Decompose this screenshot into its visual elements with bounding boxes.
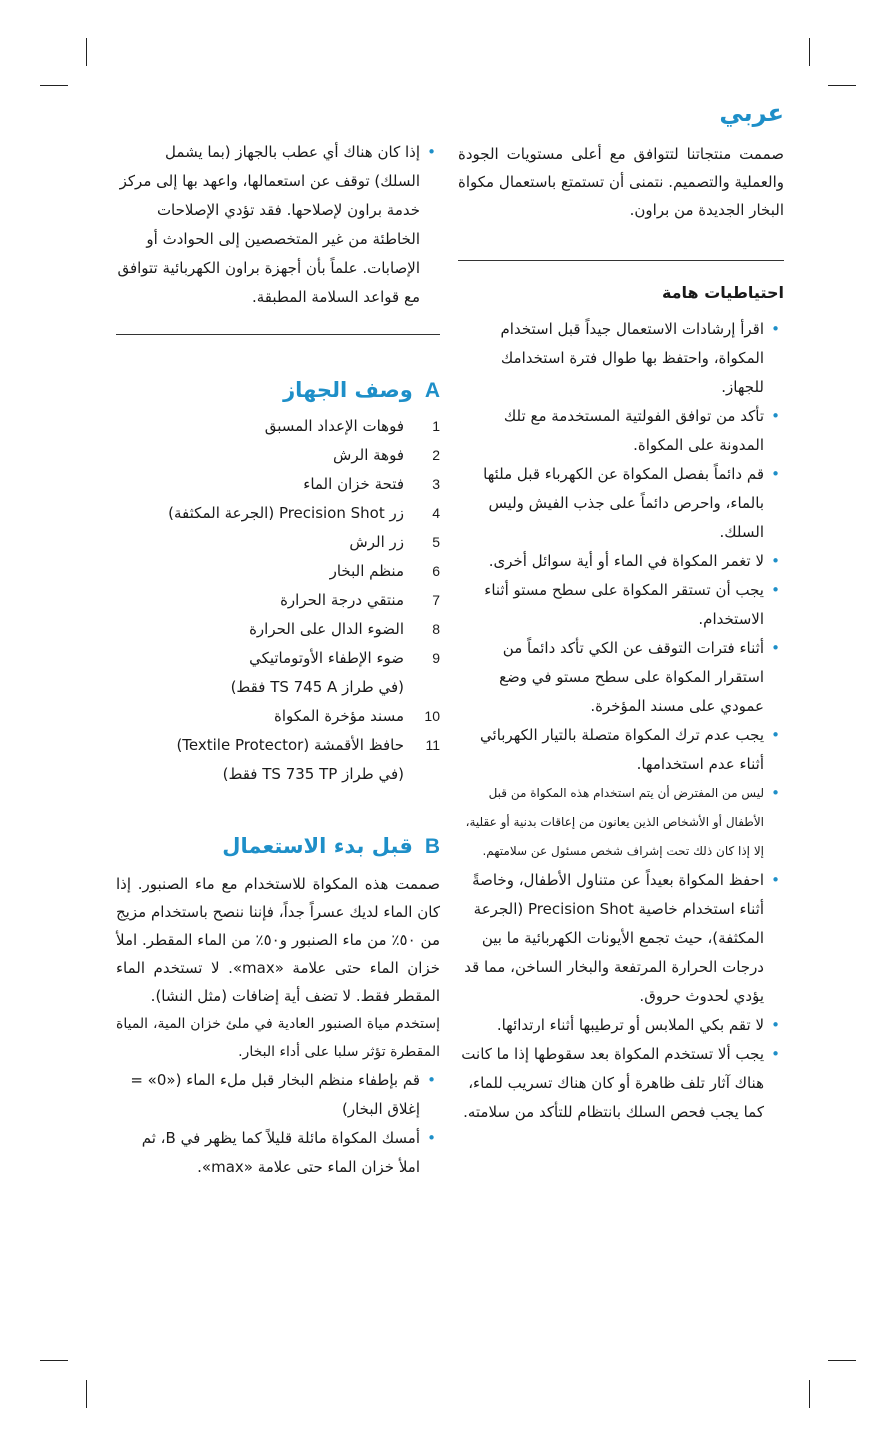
list-item: 4 زر Precision Shot (الجرعة المكثفة) bbox=[168, 504, 440, 522]
crop-mark bbox=[809, 38, 810, 66]
section-divider bbox=[116, 334, 440, 335]
list-item: • يجب أن تستقر المكواة على سطح مستو أثناء الاستخدام. bbox=[484, 581, 780, 628]
crop-mark bbox=[809, 1380, 810, 1408]
section-title: وصف الجهاز bbox=[283, 378, 413, 402]
list-item: 3 فتحة خزان الماء bbox=[303, 475, 440, 493]
list-item: • تأكد من توافق الفولتية المستخدمة مع تلك المدونة على المكواة. bbox=[503, 407, 780, 454]
crop-mark bbox=[86, 38, 87, 66]
section-letter: B bbox=[424, 835, 440, 858]
precautions-list bbox=[458, 315, 784, 1127]
list-item: 7 منتقي درجة الحرارة bbox=[280, 591, 440, 609]
parts-list bbox=[116, 412, 440, 789]
crop-mark bbox=[86, 1380, 87, 1408]
list-item: • يجب ألا تستخدم المكواة بعد سقوطها إذا ما كانت هناك آثار تلف ظاهرة أو كان هناك تسريب للماء، كما يجب فحص السلك بانتظام للتأكد من سلامته. bbox=[461, 1045, 780, 1121]
damage-warning-list bbox=[116, 138, 440, 312]
list-item: • أثناء فترات التوقف عن الكي تأكد دائماً من استقرار المكواة على سطح مستو في وضع عمودي على مسند المؤخرة. bbox=[499, 639, 780, 715]
list-item: • اقرأ إرشادات الاستعمال جيداً قبل استخدام المكواة، واحتفظ بها طوال فترة استخدامك للجهاز. bbox=[500, 320, 780, 396]
list-item: • أمسك المكواة مائلة قليلاً كما يظهر في B، ثم املأ خزان الماء حتى علامة «max». bbox=[141, 1129, 436, 1176]
list-item: • لا تغمر المكواة في الماء أو أية سوائل أخرى. bbox=[488, 552, 780, 570]
list-item: • ليس من المفترض أن يتم استخدام هذه المكواة من قبل الأطفال أو الأشخاص الذين يعانون من إعاقات بدنية أو عقلية، إلا إذا كان ذلك تحت إشراف شخص مسئول عن سلامتهم. bbox=[465, 784, 780, 858]
crop-mark bbox=[40, 1360, 68, 1361]
list-item: 1 فوهات الإعداد المسبق bbox=[264, 417, 440, 435]
right-column bbox=[458, 96, 784, 1127]
list-item: • قم دائماً بفصل المكواة عن الكهرباء قبل ملئها بالماء، واحرص دائماً على جذب الفيش وليس السلك. bbox=[483, 465, 780, 541]
left-column bbox=[116, 138, 440, 1182]
water-paragraph: صممت هذه المكواة للاستخدام مع ماء الصنبور. إذا كان الماء لديك عسراً جداً، فإننا ننصح باستخدام مزيج من ٥٠٪ من ماء الصنبور و٥٠٪ من الماء المقطر. املأ خزان الماء حتى علامة «max». لا تستخدم الماء المقطر فقط. لا تضف أية إضافات (مثل النشا). bbox=[116, 875, 440, 1005]
language-title: عربي bbox=[719, 99, 784, 127]
list-item: • لا تقم بكي الملابس أو ترطيبها أثناء ارتدائها. bbox=[496, 1016, 780, 1034]
model-note: (في طراز TS 745 A فقط) bbox=[230, 678, 404, 696]
list-item: 9 ضوء الإطفاء الأوتوماتيكي (في طراز TS 745 A فقط) bbox=[116, 644, 440, 702]
list-item: 5 زر الرش bbox=[349, 533, 440, 551]
model-note: (في طراز TS 735 TP فقط) bbox=[222, 765, 404, 783]
section-b-heading bbox=[116, 831, 440, 862]
section-divider bbox=[458, 260, 784, 261]
list-item: 11 حافظ الأقمشة (Textile Protector) (في طراز TS 735 TP فقط) bbox=[116, 731, 440, 789]
list-item: 2 فوهة الرش bbox=[333, 446, 440, 464]
precautions-heading: احتياطيات هامة bbox=[661, 283, 784, 302]
crop-mark bbox=[40, 85, 68, 86]
section-title: قبل بدء الاستعمال bbox=[222, 834, 413, 858]
list-item: 6 منظم البخار bbox=[329, 562, 440, 580]
crop-mark bbox=[828, 1360, 856, 1361]
list-item: • احفظ المكواة بعيداً عن متناول الأطفال، وخاصةً أثناء استخدام خاصية Precision Shot (الجرعة المكثفة)، حيث تجمع الأيونات الكهربائية ما بين درجات الحرارة المرتفعة والبخار الساخن، مما قد يؤدي لحدوث حروق. bbox=[464, 871, 780, 1005]
list-item: • إذا كان هناك أي عطب بالجهاز (بما يشمل السلك) توقف عن استعمالها، واعهد بها إلى مركز خدمة براون لإصلاحها. فقد تؤدي الإصلاحات الخاطئة من غير المتخصصين إلى الحوادث أو الإصابات. علماً بأن أجهزة براون الكهربائية تتوافق مع قواعد السلامة المطبقة. bbox=[117, 143, 436, 306]
list-item: 8 الضوء الدال على الحرارة bbox=[249, 620, 440, 638]
intro-paragraph: صممت منتجاتنا لتتوافق مع أعلى مستويات الجودة والعملية والتصميم. نتمنى أن تستمتع باستعمال مكواة البخار الجديدة من براون. bbox=[458, 145, 784, 219]
section-a-heading bbox=[116, 375, 440, 406]
crop-mark bbox=[828, 85, 856, 86]
list-item: • يجب عدم ترك المكواة متصلة بالتيار الكهربائي أثناء عدم استخدامها. bbox=[480, 726, 780, 773]
filling-steps-list bbox=[116, 1066, 440, 1182]
section-letter: A bbox=[424, 379, 440, 402]
list-item: 10 مسند مؤخرة المكواة bbox=[273, 707, 440, 725]
list-item: • قم بإطفاء منظم البخار قبل ملء الماء («0» = إغلاق البخار) bbox=[130, 1071, 436, 1118]
tap-water-note: إستخدم مياة الصنبور العادية في ملئ خزان المية، المياة المقطرة تؤثر سلبا على أداء البخار. bbox=[116, 1016, 440, 1060]
